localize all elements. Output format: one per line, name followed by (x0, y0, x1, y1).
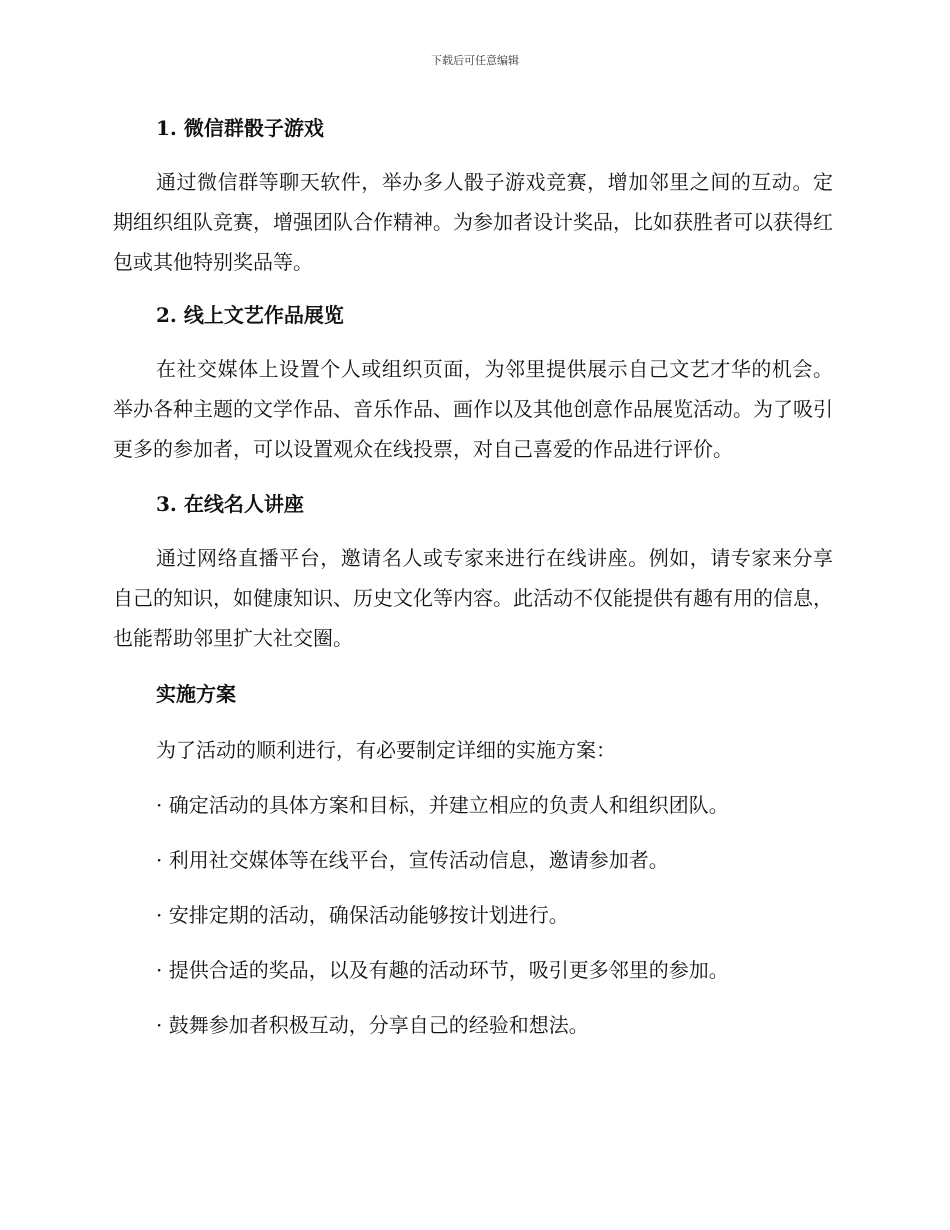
section-2-paragraph: 在社交媒体上设置个人或组织页面，为邻里提供展示自己文艺才华的机会。举办各种主题的文学作品、音乐作品、画作以及其他创意作品展览活动。为了吸引更多的参加者，可以设置观众在线投票，对自己喜爱的作品进行评价。 (113, 357, 833, 461)
plan-bullet-5: · 鼓舞参加者积极互动，分享自己的经验和想法。 (156, 1013, 589, 1037)
plan-bullet-2: · 利用社交媒体等在线平台，宣传活动信息，邀请参加者。 (156, 848, 669, 872)
page-header: 下载后可任意编辑 (431, 54, 519, 67)
section-3-heading: 3. 在线名人讲座 (156, 492, 304, 516)
section-2-heading: 2. 线上文艺作品展览 (156, 303, 344, 327)
plan-bullet-1: · 确定活动的具体方案和目标，并建立相应的负责人和组织团队。 (156, 793, 729, 817)
document-body (113, 109, 833, 1044)
plan-bullet-4: · 提供合适的奖品，以及有趣的活动环节，吸引更多邻里的参加。 (156, 958, 729, 982)
plan-intro: 为了活动的顺利进行，有必要制定详细的实施方案： (156, 738, 616, 762)
plan-bullet-3: · 安排定期的活动，确保活动能够按计划进行。 (156, 903, 569, 927)
section-3-paragraph: 通过网络直播平台，邀请名人或专家来进行在线讲座。例如，请专家来分享自己的知识，如健康知识、历史文化等内容。此活动不仅能提供有趣有用的信息，也能帮助邻里扩大社交圈。 (113, 546, 833, 650)
section-1-heading: 1. 微信群骰子游戏 (156, 116, 324, 140)
plan-heading: 实施方案 (156, 682, 236, 706)
section-1-paragraph: 通过微信群等聊天软件，举办多人骰子游戏竞赛，增加邻里之间的互动。定期组织组队竞赛，增强团队合作精神。为参加者设计奖品，比如获胜者可以获得红包或其他特别奖品等。 (113, 170, 833, 274)
